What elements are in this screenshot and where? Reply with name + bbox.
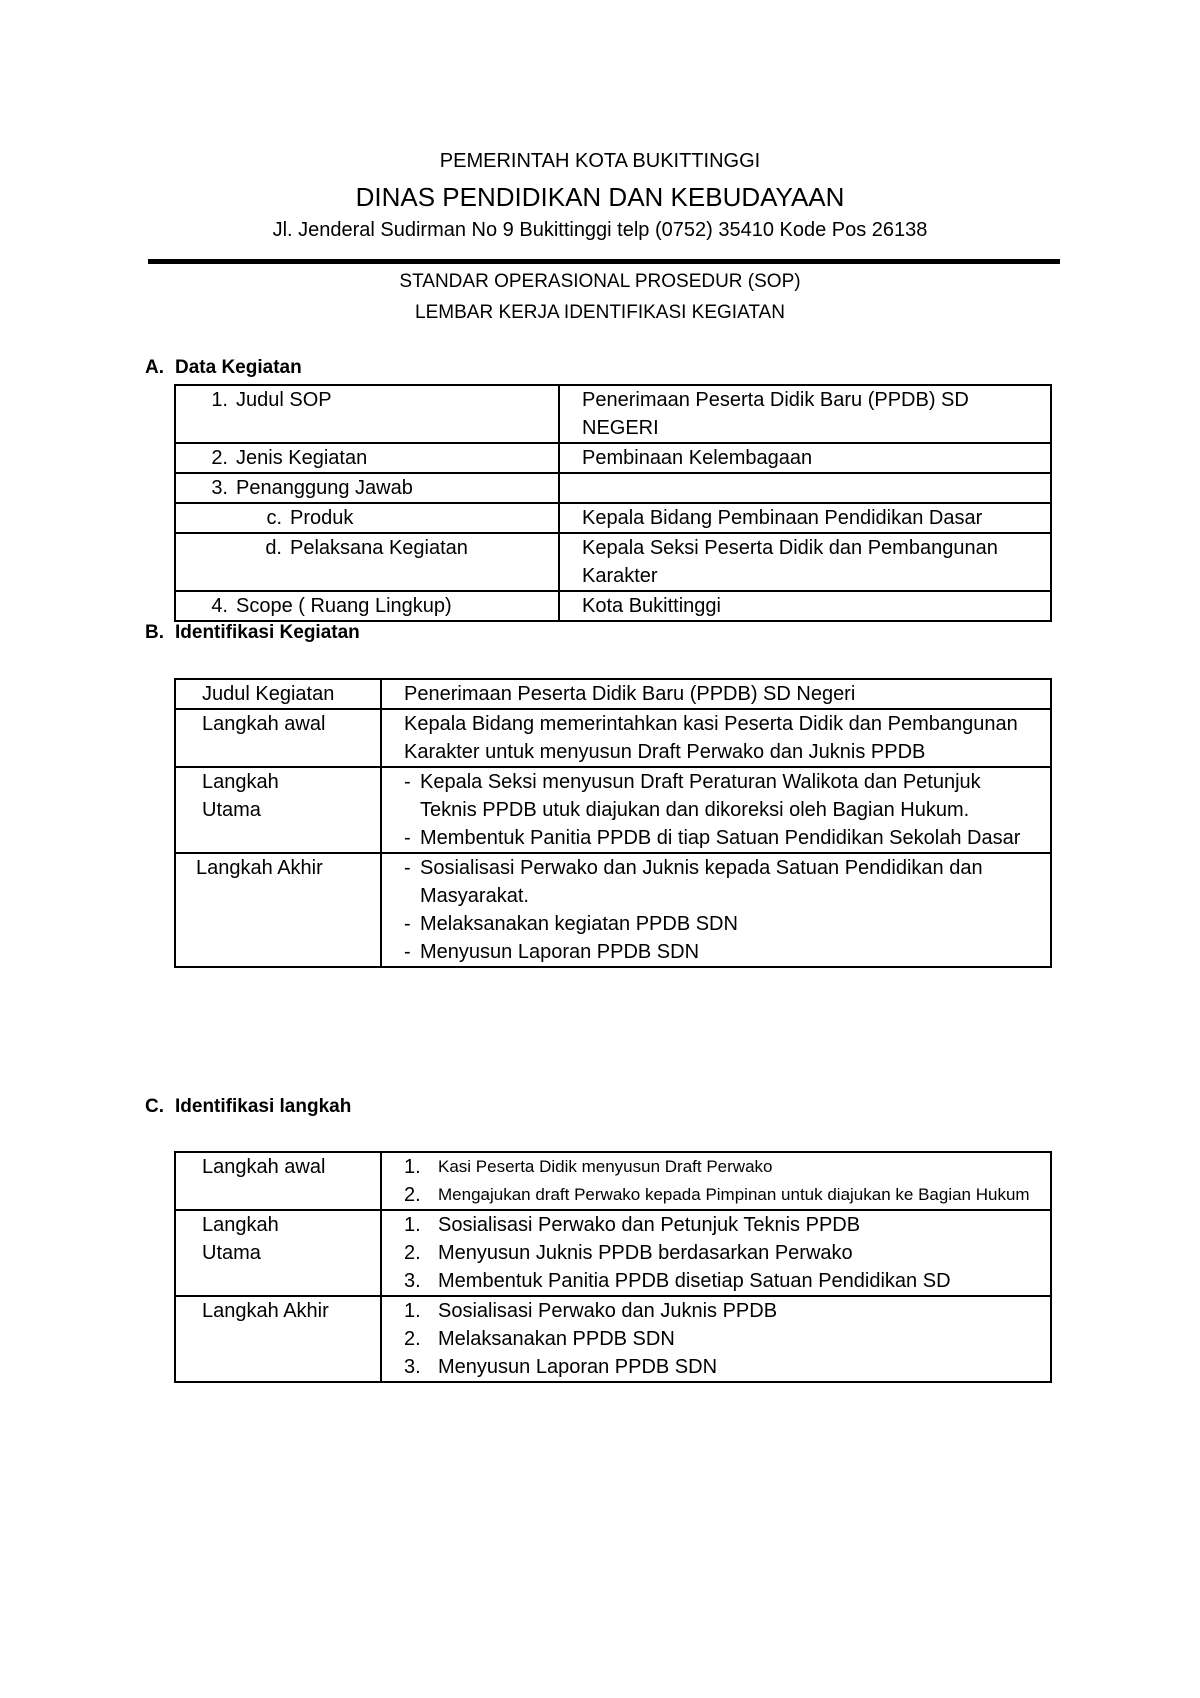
list-item	[404, 1211, 1042, 1239]
list-item	[404, 1325, 1042, 1353]
list-number: 3.	[404, 1356, 421, 1378]
table-cell-value: Kepala Bidang Pembinaan Pendidikan Dasar	[559, 503, 1051, 533]
langkah-utama-steps	[381, 1210, 1051, 1296]
list-item-text: Melaksanakan kegiatan PPDB SDN	[420, 913, 738, 935]
government-heading: PEMERINTAH KOTA BUKITTINGGI	[439, 150, 761, 172]
row-label: Produk	[290, 507, 354, 529]
table-cell-value: Pembinaan Kelembagaan	[559, 443, 1051, 473]
list-item-text: Kasi Peserta Didik menyusun Draft Perwako	[438, 1157, 773, 1176]
list-item	[404, 910, 1042, 938]
list-item	[404, 1239, 1042, 1267]
table-row	[175, 503, 1051, 533]
row-number: 1.	[211, 389, 228, 411]
table-row	[175, 1296, 1051, 1382]
row-label: Jenis Kegiatan	[236, 447, 368, 469]
label-line: Langkah	[202, 771, 279, 793]
row-number: d.	[265, 537, 282, 559]
list-item-text: Membentuk Panitia PPDB di tiap Satuan Pendidikan Sekolah Dasar	[420, 827, 1021, 849]
langkah-akhir-value	[381, 853, 1051, 967]
identifikasi-langkah-table	[174, 1151, 1052, 1383]
label-line: Langkah	[202, 1214, 279, 1236]
row-label: Scope ( Ruang Lingkup)	[236, 595, 452, 617]
table-row	[175, 1152, 1051, 1210]
langkah-akhir-steps	[381, 1296, 1051, 1382]
dash-bullet: -	[404, 913, 411, 935]
list-item-text: Menyusun Laporan PPDB SDN	[438, 1356, 718, 1378]
list-number: 2.	[404, 1242, 421, 1264]
list-item-text: Sosialisasi Perwako dan Juknis PPDB	[438, 1300, 778, 1322]
row-number: 4.	[211, 595, 228, 617]
table-row	[175, 591, 1051, 621]
table-row	[175, 533, 1051, 591]
list-item-text: Melaksanakan PPDB SDN	[438, 1328, 675, 1350]
table-cell-label	[175, 591, 559, 621]
langkah-utama-label	[175, 767, 381, 853]
table-cell-value: Kepala Seksi Peserta Didik dan Pembangunan Karakter	[559, 533, 1051, 591]
table-cell-label	[175, 533, 559, 591]
row-number: c.	[266, 507, 282, 529]
section-b-letter: B.	[145, 622, 164, 643]
list-item	[404, 1297, 1042, 1325]
list-item	[404, 824, 1042, 852]
row-label: Penanggung Jawab	[236, 477, 413, 499]
langkah-awal-label: Langkah awal	[175, 709, 381, 767]
label-line: Utama	[202, 1242, 261, 1264]
list-number: 2.	[404, 1328, 421, 1350]
list-item-text: Sosialisasi Perwako dan Petunjuk Teknis PPDB	[438, 1214, 861, 1236]
table-cell-label	[175, 473, 559, 503]
judul-kegiatan-value: Penerimaan Peserta Didik Baru (PPDB) SD Negeri	[381, 679, 1051, 709]
table-row	[175, 709, 1051, 767]
section-b-title: Identifikasi Kegiatan	[175, 622, 360, 643]
list-item	[404, 768, 1042, 824]
list-item	[404, 1353, 1042, 1381]
list-item	[404, 1267, 1042, 1295]
list-item	[404, 938, 1042, 966]
section-a-heading	[145, 357, 302, 379]
table-cell-value	[559, 473, 1051, 503]
document-subtitle: LEMBAR KERJA IDENTIFIKASI KEGIATAN	[415, 302, 785, 323]
list-number: 1.	[404, 1156, 421, 1178]
list-item	[404, 854, 1042, 910]
list-item-text: Mengajukan draft Perwako kepada Pimpinan untuk diajukan ke Bagian Hukum	[438, 1185, 1030, 1204]
row-number: 2.	[211, 447, 228, 469]
section-c-letter: C.	[145, 1096, 164, 1117]
section-c-heading	[145, 1096, 351, 1118]
list-item-text: Menyusun Laporan PPDB SDN	[420, 941, 700, 963]
langkah-awal-label: Langkah awal	[175, 1152, 381, 1210]
table-row	[175, 853, 1051, 967]
header-divider	[148, 259, 1060, 264]
document-title: STANDAR OPERASIONAL PROSEDUR (SOP)	[399, 271, 801, 292]
table-cell-label	[175, 385, 559, 443]
langkah-awal-steps	[381, 1152, 1051, 1210]
dash-bullet: -	[404, 827, 411, 849]
langkah-utama-label	[175, 1210, 381, 1296]
label-line: Utama	[202, 799, 261, 821]
list-item-text: Menyusun Juknis PPDB berdasarkan Perwako	[438, 1242, 853, 1264]
langkah-akhir-label: Langkah Akhir	[175, 853, 381, 967]
identifikasi-kegiatan-table	[174, 678, 1052, 968]
list-number: 1.	[404, 1214, 421, 1236]
dash-bullet: -	[404, 771, 411, 793]
list-number: 1.	[404, 1300, 421, 1322]
table-row	[175, 767, 1051, 853]
list-item-text: Sosialisasi Perwako dan Juknis kepada Satuan Pendidikan dan Masyarakat.	[420, 857, 983, 907]
langkah-utama-value	[381, 767, 1051, 853]
section-c-title: Identifikasi langkah	[175, 1096, 352, 1117]
section-a-title: Data Kegiatan	[175, 357, 302, 378]
table-cell-label	[175, 503, 559, 533]
dash-bullet: -	[404, 941, 411, 963]
list-item	[404, 1181, 1042, 1209]
dash-bullet: -	[404, 857, 411, 879]
row-number: 3.	[211, 477, 228, 499]
section-a-letter: A.	[145, 357, 164, 378]
table-row	[175, 473, 1051, 503]
list-item-text: Membentuk Panitia PPDB disetiap Satuan Pendidikan SD	[438, 1270, 951, 1292]
agency-address: Jl. Jenderal Sudirman No 9 Bukittinggi telp (0752) 35410 Kode Pos 26138	[272, 219, 928, 241]
list-item-text: Kepala Seksi menyusun Draft Peraturan Walikota dan Petunjuk Teknis PPDB utuk diajukan dan dikoreksi oleh Bagian Hukum.	[420, 771, 981, 821]
list-number: 3.	[404, 1270, 421, 1292]
list-number: 2.	[404, 1184, 421, 1206]
row-label: Judul SOP	[236, 389, 332, 411]
langkah-awal-value: Kepala Bidang memerintahkan kasi Peserta Didik dan Pembangunan Karakter untuk menyusun Draft Perwako dan Juknis PPDB	[381, 709, 1051, 767]
langkah-akhir-label: Langkah Akhir	[175, 1296, 381, 1382]
table-cell-value: Kota Bukittinggi	[559, 591, 1051, 621]
row-label: Pelaksana Kegiatan	[290, 537, 468, 559]
table-row	[175, 1210, 1051, 1296]
list-item	[404, 1153, 1042, 1181]
data-kegiatan-table	[174, 384, 1052, 622]
table-row	[175, 679, 1051, 709]
section-b-heading	[145, 622, 360, 644]
judul-kegiatan-label: Judul Kegiatan	[175, 679, 381, 709]
table-row	[175, 443, 1051, 473]
table-cell-label	[175, 443, 559, 473]
table-row	[175, 385, 1051, 443]
table-cell-value: Penerimaan Peserta Didik Baru (PPDB) SD NEGERI	[559, 385, 1051, 443]
agency-heading: DINAS PENDIDIKAN DAN KEBUDAYAAN	[355, 182, 845, 212]
